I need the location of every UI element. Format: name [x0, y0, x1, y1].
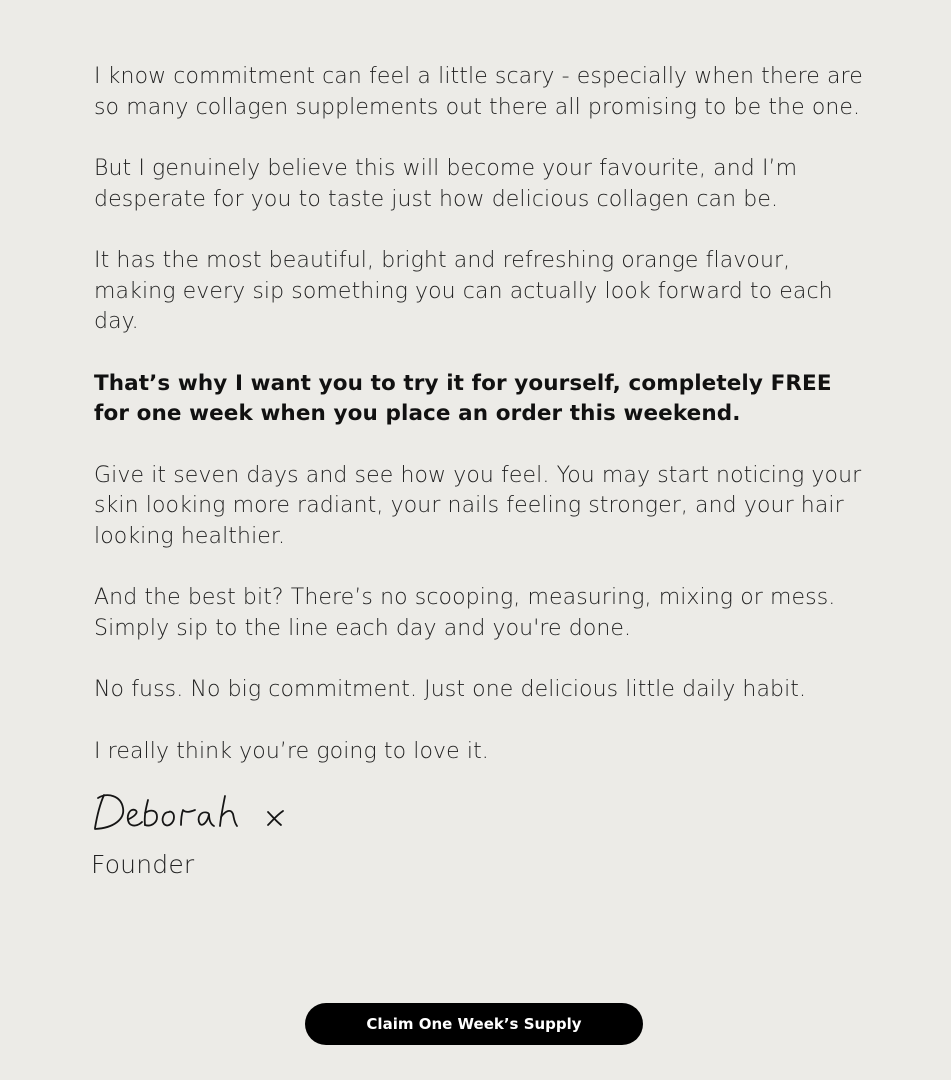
letter-body [94, 62, 864, 798]
handwritten-signature [90, 788, 310, 840]
free-offer-paragraph: That’s why I want you to try it for yourself, completely FREE for one week when you place an order this weekend. [94, 370, 832, 426]
letter-paragraph: And the best bit? There’s no scooping, measuring, mixing or mess. Simply sip to the line each day and you're done. [94, 585, 836, 641]
signer-role: Founder [91, 850, 195, 879]
letter-paragraph: Give it seven days and see how you feel. You may start noticing your skin looking more radiant, your nails feeling stronger, and your hair looking healthier. [94, 462, 862, 549]
letter-paragraph: No fuss. No big commitment. Just one delicious little daily habit. [94, 677, 807, 702]
letter-paragraph: But I genuinely believe this will become your favourite, and I’m desperate for you to taste just how delicious collagen can be. [94, 156, 798, 212]
claim-supply-button[interactable]: Claim One Week’s Supply [305, 1003, 643, 1045]
letter-paragraph: I really think you’re going to love it. [94, 738, 489, 764]
letter-paragraph: It has the most beautiful, bright and refreshing orange flavour, making every sip something you can actually look forward to each day. [94, 248, 833, 334]
letter-paragraph: I know commitment can feel a little scary - especially when there are so many collagen supplements out there all promising to be the one. [94, 64, 863, 120]
